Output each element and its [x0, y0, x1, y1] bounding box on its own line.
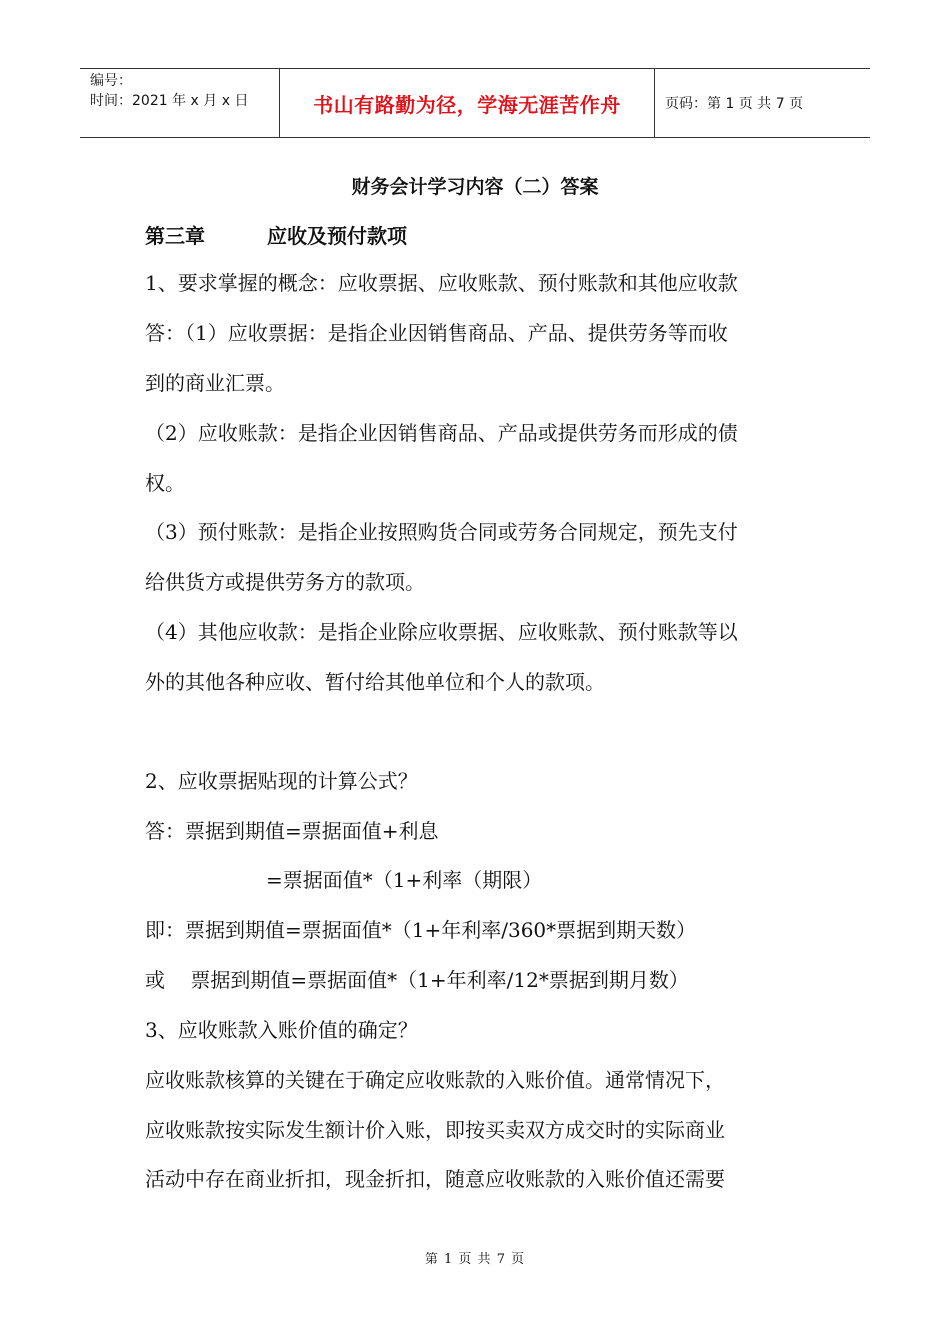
paragraph-line: 给供货方或提供劳务方的款项。 [145, 570, 425, 594]
paragraph-line: 3、应收账款入账价值的确定？ [145, 1018, 418, 1042]
date-label: 时间：2021 年 x 月 x 日 [90, 93, 249, 109]
chapter-heading [145, 220, 407, 249]
paragraph-line: （3）预付账款：是指企业按照购货合同或劳务合同规定，预先支付 [145, 520, 738, 544]
paragraph-line: 即：票据到期值=票据面值*（1+年利率/360*票据到期天数） [145, 918, 697, 942]
paragraph-line: 权。 [145, 471, 185, 495]
paragraph-line: （4）其他应收款：是指企业除应收票据、应收账款、预付账款等以 [145, 620, 738, 644]
paragraph-line: 外的其他各种应收、暂付给其他单位和个人的款项。 [145, 670, 605, 694]
paragraph-line: 答：票据到期值=票据面值+利息 [145, 819, 439, 843]
page-code: 页码：第 1 页 共 7 页 [665, 96, 804, 112]
paragraph-line: 或 票据到期值=票据面值*（1+年利率/12*票据到期月数） [145, 968, 689, 992]
paragraph-line: 答：（1）应收票据：是指企业因销售商品、产品、提供劳务等而收 [145, 321, 728, 345]
document-title: 财务会计学习内容（二）答案 [351, 176, 599, 198]
paragraph-line: 应收账款核算的关键在于确定应收账款的入账价值。通常情况下， [145, 1068, 725, 1092]
page-footer: 第 1 页 共 7 页 [424, 1252, 526, 1267]
paragraph-line: 到的商业汇票。 [145, 371, 285, 395]
motto: 书山有路勤为径，学海无涯苦作舟 [280, 69, 655, 137]
header-table [80, 68, 870, 138]
paragraph-line: 应收账款按实际发生额计价入账，即按买卖双方成交时的实际商业 [145, 1118, 725, 1142]
header-info-cell [80, 69, 280, 137]
number-label: 编号： [90, 73, 132, 89]
paragraph-line: 1、要求掌握的概念：应收票据、应收账款、预付账款和其他应收款 [145, 271, 738, 295]
paragraph-line: 2、应收票据贴现的计算公式？ [145, 769, 418, 793]
paragraph-line: （2）应收账款：是指企业因销售商品、产品或提供劳务而形成的债 [145, 421, 738, 445]
paragraph-line: 活动中存在商业折扣，现金折扣，随意应收账款的入账价值还需要 [145, 1167, 725, 1191]
chapter-name: 应收及预付款项 [267, 224, 407, 248]
paragraph-line: =票据面值*（1+利率（期限） [266, 868, 543, 892]
chapter-number: 第三章 [145, 224, 205, 248]
